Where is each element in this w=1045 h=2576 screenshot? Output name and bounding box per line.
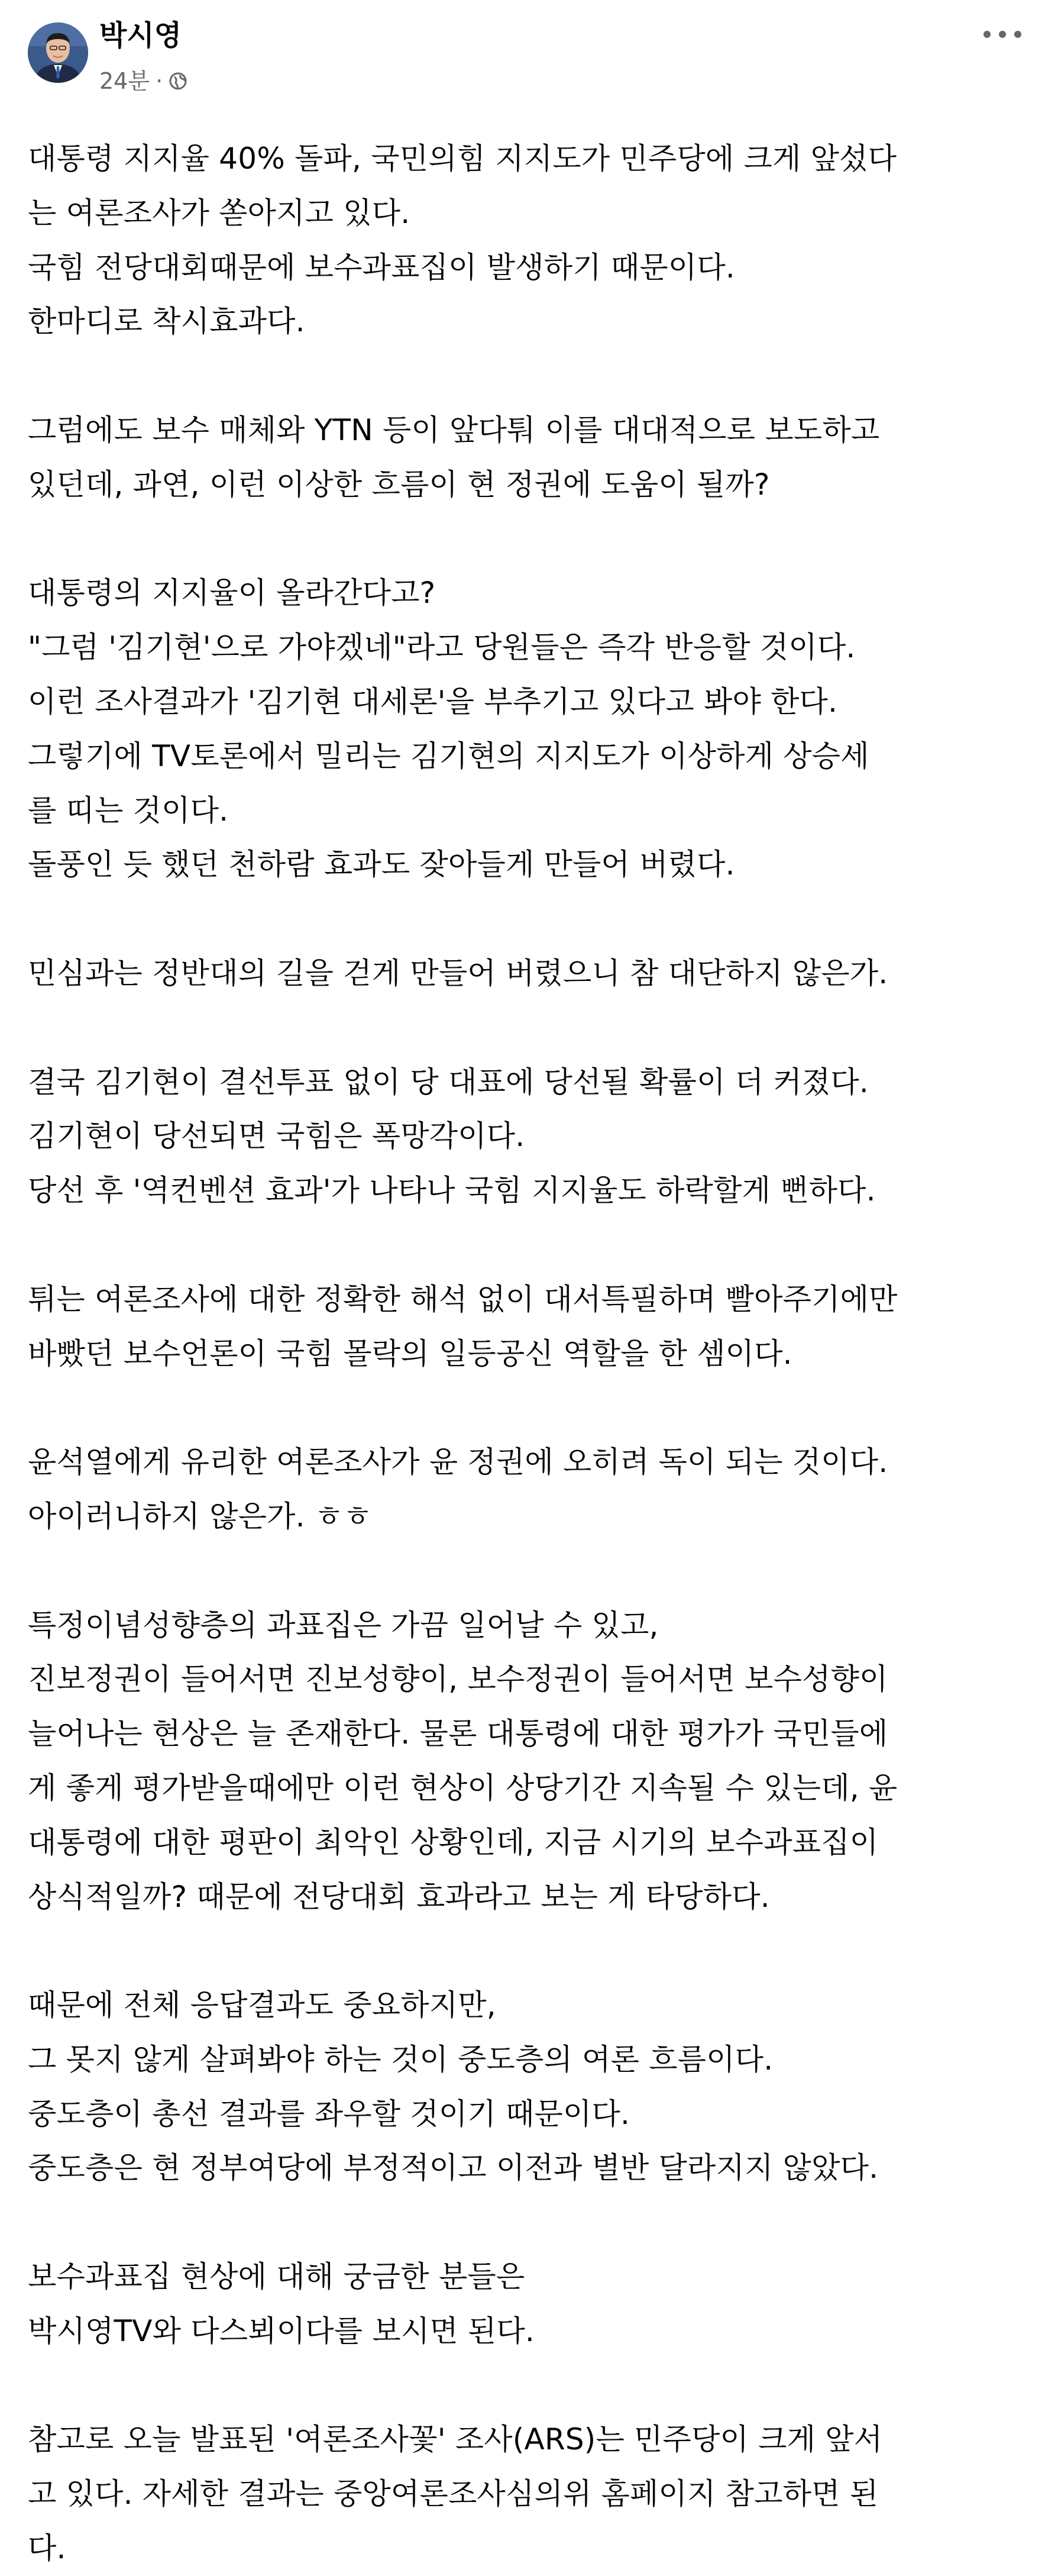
post-text-line: 다. [28, 2531, 66, 2566]
post-text-line: 그럼에도 보수 매체와 YTN 등이 앞다퉈 이를 대대적으로 보도하고 [28, 412, 880, 447]
post-text-line: 참고로 오늘 발표된 '여론조사꽃' 조사(ARS)는 민주당이 크게 앞서 [28, 2422, 883, 2457]
post-text-line: 박시영TV와 다스뵈이다를 보시면 된다. [28, 2313, 535, 2348]
post-text-line: 대통령에 대한 평판이 최악인 상황인데, 지금 시기의 보수과표집이 [28, 1825, 879, 1860]
post-text-line: 이런 조사결과가 '김기현 대세론'을 부추기고 있다고 봐야 한다. [28, 684, 838, 719]
post-text-line: 상식적일까? 때문에 전당대회 효과라고 보는 게 타당하다. [28, 1879, 770, 1914]
more-options-button[interactable] [983, 22, 1021, 46]
post-text-line: 고 있다. 자세한 결과는 중앙여론조사심의위 홈페이지 참고하면 된 [28, 2477, 879, 2512]
post-text-line: 대통령의 지지율이 올라간다고? [28, 576, 436, 611]
post-text-line: 중도층이 총선 결과를 좌우할 것이기 때문이다. [28, 2096, 630, 2131]
post-text-line: 튀는 여론조사에 대한 정확한 해석 없이 대서특필하며 빨아주기에만 [28, 1281, 898, 1316]
meta-separator: · [156, 68, 163, 94]
paragraph-gap [28, 1381, 1027, 1435]
post-text-line: 진보정권이 들어서면 진보성향이, 보수정권이 들어서면 보수성향이 [28, 1662, 888, 1697]
paragraph-gap [28, 1924, 1027, 1978]
paragraph-gap [28, 349, 1027, 403]
paragraph-gap [28, 2359, 1027, 2413]
avatar-photo-icon [28, 22, 88, 83]
post-text-line: 를 띠는 것이다. [28, 793, 229, 828]
more-horizontal-icon [983, 31, 991, 38]
post-text-line: 아이러니하지 않은가. ㅎㅎ [28, 1499, 372, 1534]
post-text-line: 한마디로 착시효과다. [28, 304, 305, 339]
paragraph-gap [28, 1001, 1027, 1055]
post-text-line: 특정이념성향층의 과표집은 가끔 일어날 수 있고, [28, 1607, 659, 1642]
post-time[interactable]: 24분 [99, 68, 150, 94]
post-text-line: 중도층은 현 정부여당에 부정적이고 이전과 별반 달라지지 않았다. [28, 2151, 879, 2186]
globe-icon[interactable] [169, 72, 187, 91]
paragraph-gap [28, 2196, 1027, 2250]
post-text-line: 그렇기에 TV토론에서 밀리는 김기현의 지지도가 이상하게 상승세 [28, 738, 869, 773]
post-body [28, 132, 1027, 2576]
post-text-line: 결국 김기현이 결선투표 없이 당 대표에 당선될 확률이 더 커졌다. [28, 1064, 869, 1099]
post-text-line: 그 못지 않게 살펴봐야 하는 것이 중도층의 여론 흐름이다. [28, 2042, 774, 2077]
avatar[interactable] [28, 22, 88, 83]
post-text-line: 때문에 전체 응답결과도 중요하지만, [28, 1988, 496, 2023]
post-text-line: 윤석열에게 유리한 여론조사가 윤 정권에 오히려 독이 되는 것이다. [28, 1445, 888, 1480]
post-text-line: 는 여론조사가 쏟아지고 있다. [28, 195, 410, 230]
paragraph-gap [28, 512, 1027, 567]
post-text-line: 게 좋게 평가받을때에만 이런 현상이 상당기간 지속될 수 있는데, 윤 [28, 1770, 898, 1805]
post-meta [99, 70, 187, 92]
paragraph-gap [28, 1544, 1027, 1599]
post-text-line: 바빴던 보수언론이 국힘 몰락의 일등공신 역할을 한 셈이다. [28, 1336, 792, 1371]
post-text-line: 대통령 지지율 40% 돌파, 국민의힘 지지도가 민주당에 크게 앞섰다 [28, 141, 897, 176]
post-text-line: "그럼 '김기현'으로 가야겠네"라고 당원들은 즉각 반응할 것이다. [28, 630, 856, 665]
post-text-line: 당선 후 '역컨벤션 효과'가 나타나 국힘 지지율도 하락할게 뻔하다. [28, 1173, 876, 1208]
post-text-line: 늘어나는 현상은 늘 존재한다. 물론 대통령에 대한 평가가 국민들에 [28, 1716, 888, 1751]
post-text-line: 돌풍인 듯 했던 천하람 효과도 잦아들게 만들어 버렸다. [28, 847, 735, 882]
post-text-line: 김기현이 당선되면 국힘은 폭망각이다. [28, 1119, 525, 1154]
post-text-line: 있던데, 과연, 이런 이상한 흐름이 현 정권에 도움이 될까? [28, 467, 770, 502]
post-text-line: 민심과는 정반대의 길을 걷게 만들어 버렸으니 참 대단하지 않은가. [28, 955, 888, 990]
paragraph-gap [28, 892, 1027, 947]
post-header [28, 0, 1021, 112]
author-name[interactable]: 박시영 [99, 19, 182, 52]
paragraph-gap [28, 1218, 1027, 1273]
post-text-line: 보수과표집 현상에 대해 궁금한 분들은 [28, 2259, 525, 2294]
post-text-line: 국힘 전당대회때문에 보수과표집이 발생하기 때문이다. [28, 250, 735, 285]
